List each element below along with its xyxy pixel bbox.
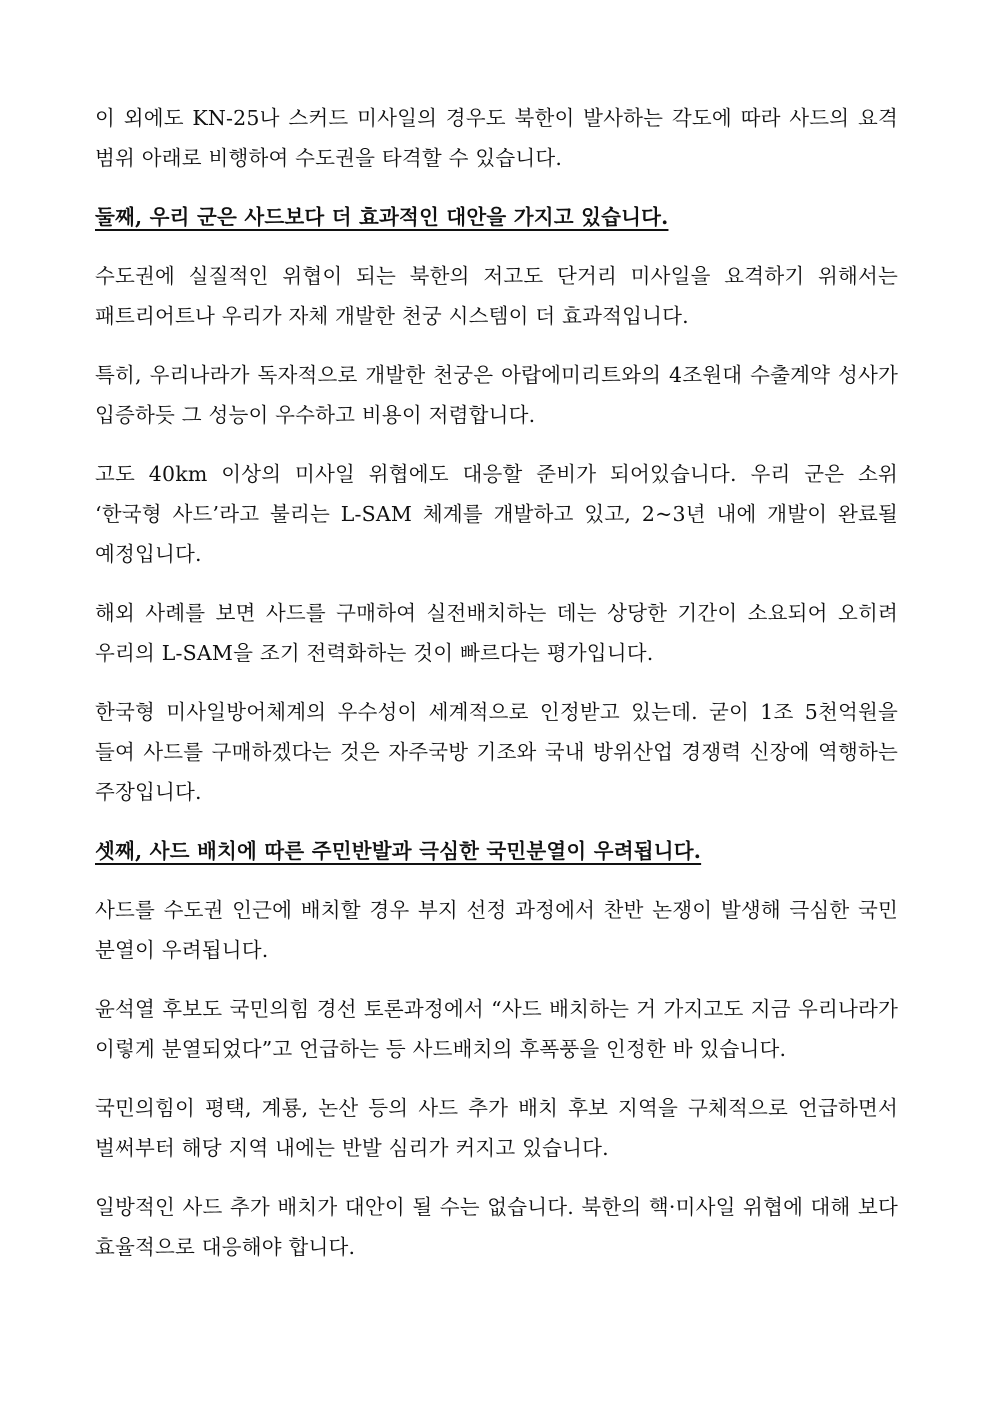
section-heading-second: 둘째, 우리 군은 사드보다 더 효과적인 대안을 가지고 있습니다.: [95, 205, 669, 229]
document-page: [95, 98, 898, 1286]
paragraph-site-selection: 사드를 수도권 인근에 배치할 경우 부지 선정 과정에서 찬반 논쟁이 발생해 극심한 국민 분열이 우려됩니다.: [95, 898, 898, 962]
paragraph-candidate-regions: 국민의힘이 평택, 계룡, 논산 등의 사드 추가 배치 후보 지역을 구체적으로 언급하면서 벌써부터 해당 지역 내에는 반발 심리가 커지고 있습니다.: [95, 1096, 898, 1160]
paragraph-kn25-scud: 이 외에도 KN-25나 스커드 미사일의 경우도 북한이 발사하는 각도에 따라 사드의 요격 범위 아래로 비행하여 수도권을 타격할 수 있습니다.: [95, 106, 898, 170]
paragraph-lsam-development: 고도 40km 이상의 미사일 위협에도 대응할 준비가 되어있습니다. 우리 군은 소위 ‘한국형 사드’라고 불리는 L-SAM 체계를 개발하고 있고, 2~3년 내에 개발이 완료될 예정입니다.: [95, 462, 898, 566]
paragraph-conclusion: 일방적인 사드 추가 배치가 대안이 될 수는 없습니다. 북한의 핵·미사일 위협에 대해 보다 효율적으로 대응해야 합니다.: [95, 1195, 898, 1259]
paragraph-patriot-cheongung: 수도권에 실질적인 위협이 되는 북한의 저고도 단거리 미사일을 요격하기 위해서는 패트리어트나 우리가 자체 개발한 천궁 시스템이 더 효과적입니다.: [95, 264, 898, 328]
paragraph-defense-industry: 한국형 미사일방어체계의 우수성이 세계적으로 인정받고 있는데. 굳이 1조 5천억원을 들여 사드를 구매하겠다는 것은 자주국방 기조와 국내 방위산업 경쟁력 신장에 역행하는 주장입니다.: [95, 700, 898, 804]
paragraph-overseas-cases: 해외 사례를 보면 사드를 구매하여 실전배치하는 데는 상당한 기간이 소요되어 오히려 우리의 L-SAM을 조기 전력화하는 것이 빠르다는 평가입니다.: [95, 601, 898, 665]
paragraph-yoon-quote: 윤석열 후보도 국민의힘 경선 토론과정에서 “사드 배치하는 거 가지고도 지금 우리나라가 이렇게 분열되었다”고 언급하는 등 사드배치의 후폭풍을 인정한 바 있습니다.: [95, 997, 898, 1061]
section-heading-third: 셋째, 사드 배치에 따른 주민반발과 극심한 국민분열이 우려됩니다.: [95, 839, 702, 863]
paragraph-cheongung-export: 특히, 우리나라가 독자적으로 개발한 천궁은 아랍에미리트와의 4조원대 수출계약 성사가 입증하듯 그 성능이 우수하고 비용이 저렴합니다.: [95, 363, 898, 427]
